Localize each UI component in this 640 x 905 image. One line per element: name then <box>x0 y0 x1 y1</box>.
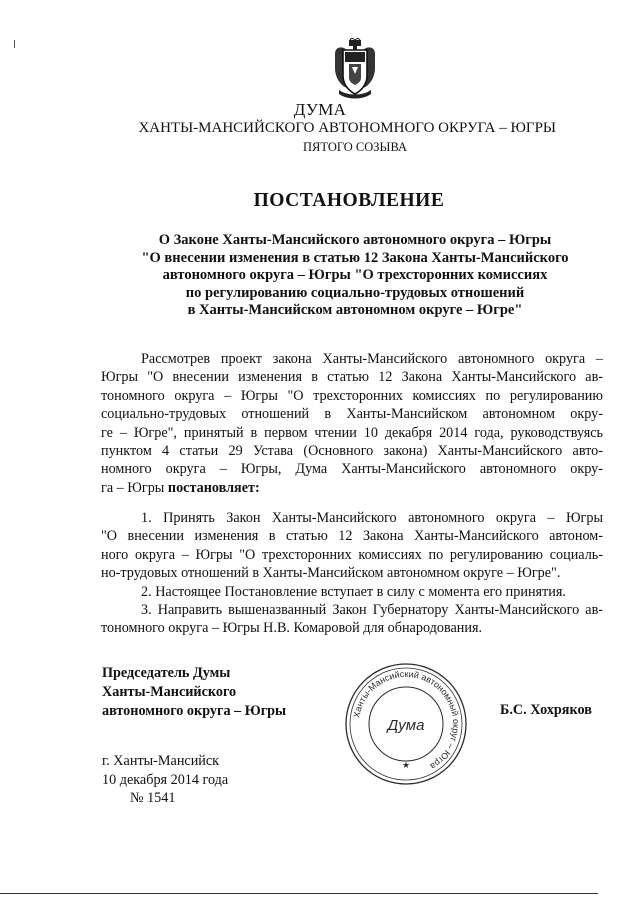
document-subject <box>120 232 590 320</box>
convocation-label: ПЯТОГО СОЗЫВА <box>303 140 408 154</box>
preamble-paragraph <box>101 350 603 497</box>
document-type-heading: ПОСТАНОВЛЕНИЕ <box>253 190 445 211</box>
resolution-line: 2. Настоящее Постановление вступает в силу с момента его принятия. <box>141 583 566 600</box>
scan-mark <box>14 40 16 48</box>
resolution-line: 3. Направить вышеназванный Закон Губернатору Ханты-Мансийского ав- <box>141 602 603 619</box>
city: г. Ханты-Мансийск <box>102 753 220 769</box>
preamble-line: Рассмотрев проект закона Ханты-Мансийского автономного округа – <box>141 351 603 367</box>
signer-title-line: Ханты-Мансийского <box>102 684 237 700</box>
date: 10 декабря 2014 года <box>102 771 229 788</box>
footer-divider <box>0 893 598 894</box>
resolution-line: тономного округа – Югры Н.В. Комаровой для обнародования. <box>101 620 483 637</box>
preamble-line: ге – Югре", принятый в первом чтении 10 декабря 2014 года, руководствуясь <box>101 424 603 441</box>
signer-title-line: автономного округа – Югры <box>102 703 287 719</box>
subject-line: "О внесении изменения в статью 12 Закона Ханты-Мансийского <box>141 249 569 266</box>
preamble-line: пунктом 4 статьи 29 Устава (Основного закона) Ханты-Мансийского авто- <box>101 443 603 460</box>
preamble-line: тономного округа – Югры "О трехсторонних комиссиях по регулированию <box>101 387 603 404</box>
region-title: ХАНТЫ-МАНСИЙСКОГО АВТОНОМНОГО ОКРУГА – ЮГРЫ <box>138 120 556 136</box>
signer-title-line: Председатель Думы <box>102 665 231 681</box>
stamp-stars <box>402 761 410 771</box>
resolves-word: постановляет: <box>167 479 260 496</box>
resolution-line: ного округа – Югры "О трехсторонних комиссиях по регулированию социаль- <box>101 546 603 563</box>
preamble-line: социально-трудовых отношений в Ханты-Мансийском автономном окру- <box>101 406 603 423</box>
coat-of-arms-emblem <box>331 38 379 100</box>
preamble-line-final <box>101 479 603 497</box>
resolution-line: "О внесении изменения в статью 12 Закона Ханты-Мансийского автоном- <box>101 528 603 545</box>
document-number: № 1541 <box>130 790 176 806</box>
preamble-line: га – Югры <box>101 479 165 496</box>
resolution-line: но-трудовых отношений в Ханты-Мансийском автономном округе – Югре". <box>101 565 561 582</box>
org-title: ДУМА <box>293 100 347 119</box>
resolution-items <box>101 509 603 638</box>
place-and-date <box>102 752 228 808</box>
stamp-ring-text: Ханты-Мансийский автономный округ – Югра <box>351 668 462 772</box>
subject-line: в Ханты-Мансийском автономном округе – Югре" <box>187 302 523 318</box>
subject-line: О Законе Ханты-Мансийского автономного округа – Югры <box>158 232 552 248</box>
official-seal-stamp <box>342 660 470 788</box>
signer-name: Б.С. Хохряков <box>500 702 592 718</box>
stamp-center-text: Дума <box>387 717 425 734</box>
subject-line: автономного округа – Югры "О трехсторонних комиссиях <box>162 267 548 283</box>
svg-text:★: ★ <box>401 761 411 771</box>
signer-title <box>102 664 286 721</box>
preamble-line: Югры "О внесении изменения в статью 12 Закона Ханты-Мансийского ав- <box>101 369 603 386</box>
subject-line: по регулированию социально-трудовых отношений <box>185 284 525 301</box>
resolution-line: 1. Принять Закон Ханты-Мансийского автономного округа – Югры <box>141 510 603 526</box>
preamble-line: номного округа – Югры, Дума Ханты-Мансийского автономного окру- <box>101 461 603 478</box>
